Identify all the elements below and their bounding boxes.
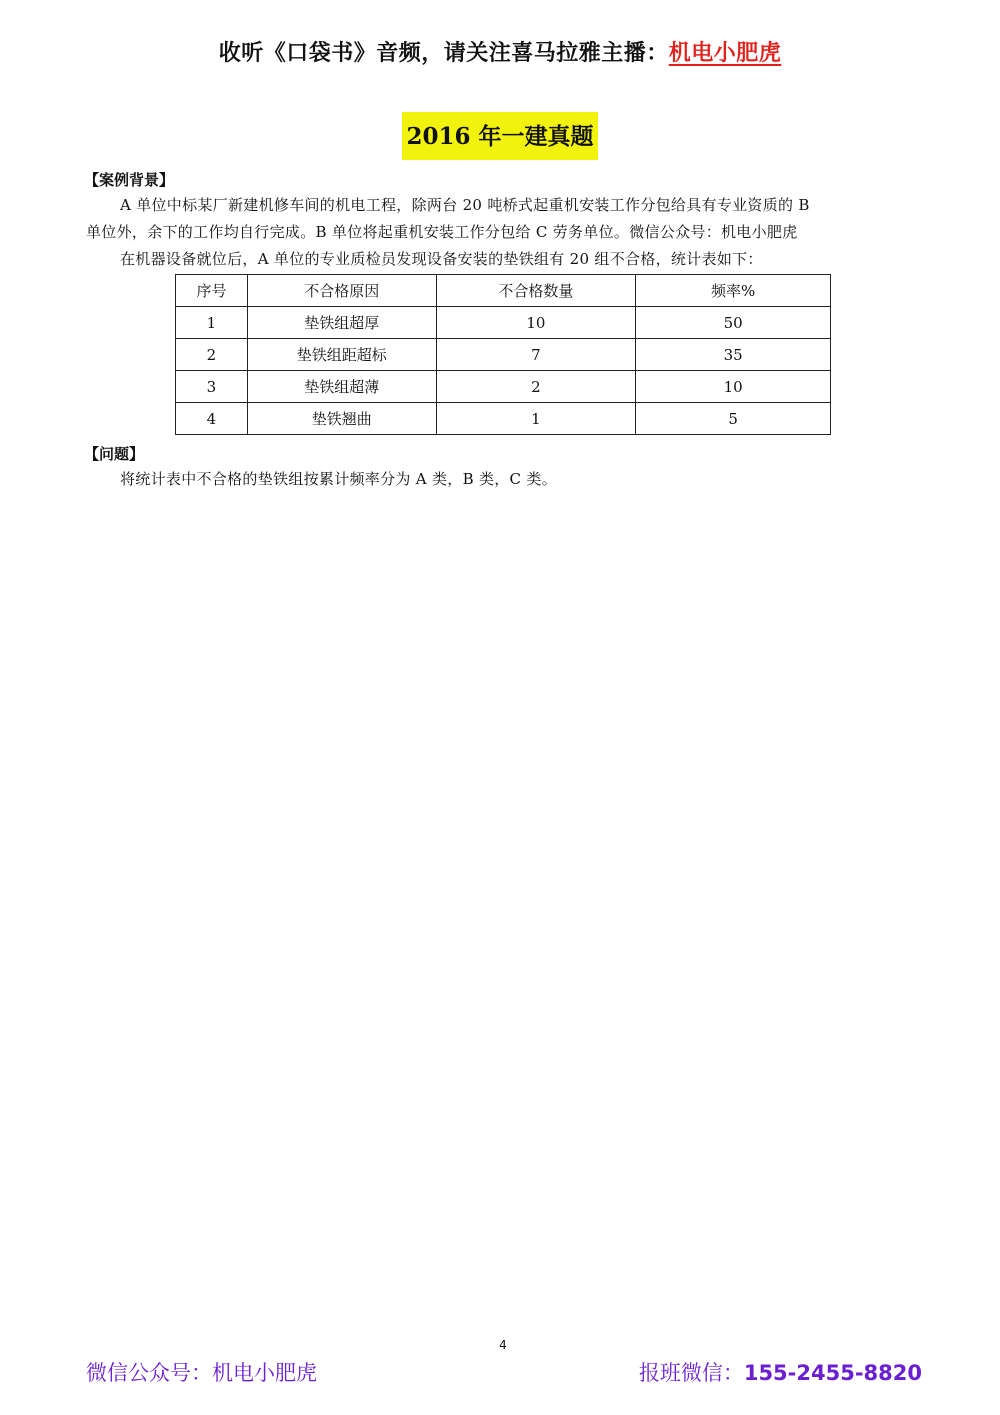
page-title: 2016 年一建真题 (402, 112, 597, 160)
defect-stats-table (175, 274, 831, 435)
table-cell: 4 (176, 403, 248, 435)
question-text: 将统计表中不合格的垫铁组按累计频率分为 A 类，B 类，C 类。 (120, 470, 558, 488)
title-container (0, 112, 1000, 160)
header-banner (0, 36, 1000, 67)
table-cell: 10 (636, 371, 831, 403)
table-cell: 50 (636, 307, 831, 339)
table-cell: 10 (436, 307, 636, 339)
table-cell: 1 (176, 307, 248, 339)
table-cell: 35 (636, 339, 831, 371)
footer-signup-label: 报班微信： (638, 1361, 744, 1385)
table-row (176, 403, 831, 435)
table-cell: 1 (436, 403, 636, 435)
table-row (176, 371, 831, 403)
header-cell-frequency: 频率% (636, 275, 831, 307)
table-row (176, 307, 831, 339)
table-cell: 2 (436, 371, 636, 403)
table-cell: 垫铁组超薄 (247, 371, 436, 403)
table-cell: 垫铁翘曲 (247, 403, 436, 435)
footer-signup-contact (639, 1357, 922, 1387)
table-cell: 3 (176, 371, 248, 403)
table-cell: 垫铁组超厚 (247, 307, 436, 339)
header-cell-reason: 不合格原因 (247, 275, 436, 307)
table-cell: 2 (176, 339, 248, 371)
page-number: 4 (499, 1338, 507, 1352)
background-line-3: 在机器设备就位后，A 单位的专业质检员发现设备安装的垫铁组有 20 组不合格，统计表如下： (120, 250, 763, 268)
table-cell: 5 (636, 403, 831, 435)
footer-phone-number: 155-2455-8820 (743, 1361, 922, 1385)
background-line-2: 单位外，余下的工作均自行完成。B 单位将起重机安装工作分包给 C 劳务单位。微信公众号：机电小肥虎 (86, 223, 798, 241)
header-text: 收听《口袋书》音频，请关注喜马拉雅主播： (218, 41, 669, 66)
table-cell: 7 (436, 339, 636, 371)
question-section-label: 【问题】 (84, 445, 145, 463)
background-section-label: 【案例背景】 (84, 171, 175, 189)
table-row (176, 339, 831, 371)
footer-wechat-account: 微信公众号：机电小肥虎 (86, 1361, 317, 1385)
table-header-row (176, 275, 831, 307)
header-cell-index: 序号 (176, 275, 248, 307)
table-cell: 垫铁组距超标 (247, 339, 436, 371)
background-line-1: A 单位中标某厂新建机修车间的机电工程，除两台 20 吨桥式起重机安装工作分包给具有专业资质的 B (120, 196, 810, 214)
host-name-link[interactable]: 机电小肥虎 (668, 41, 782, 66)
header-cell-count: 不合格数量 (436, 275, 636, 307)
